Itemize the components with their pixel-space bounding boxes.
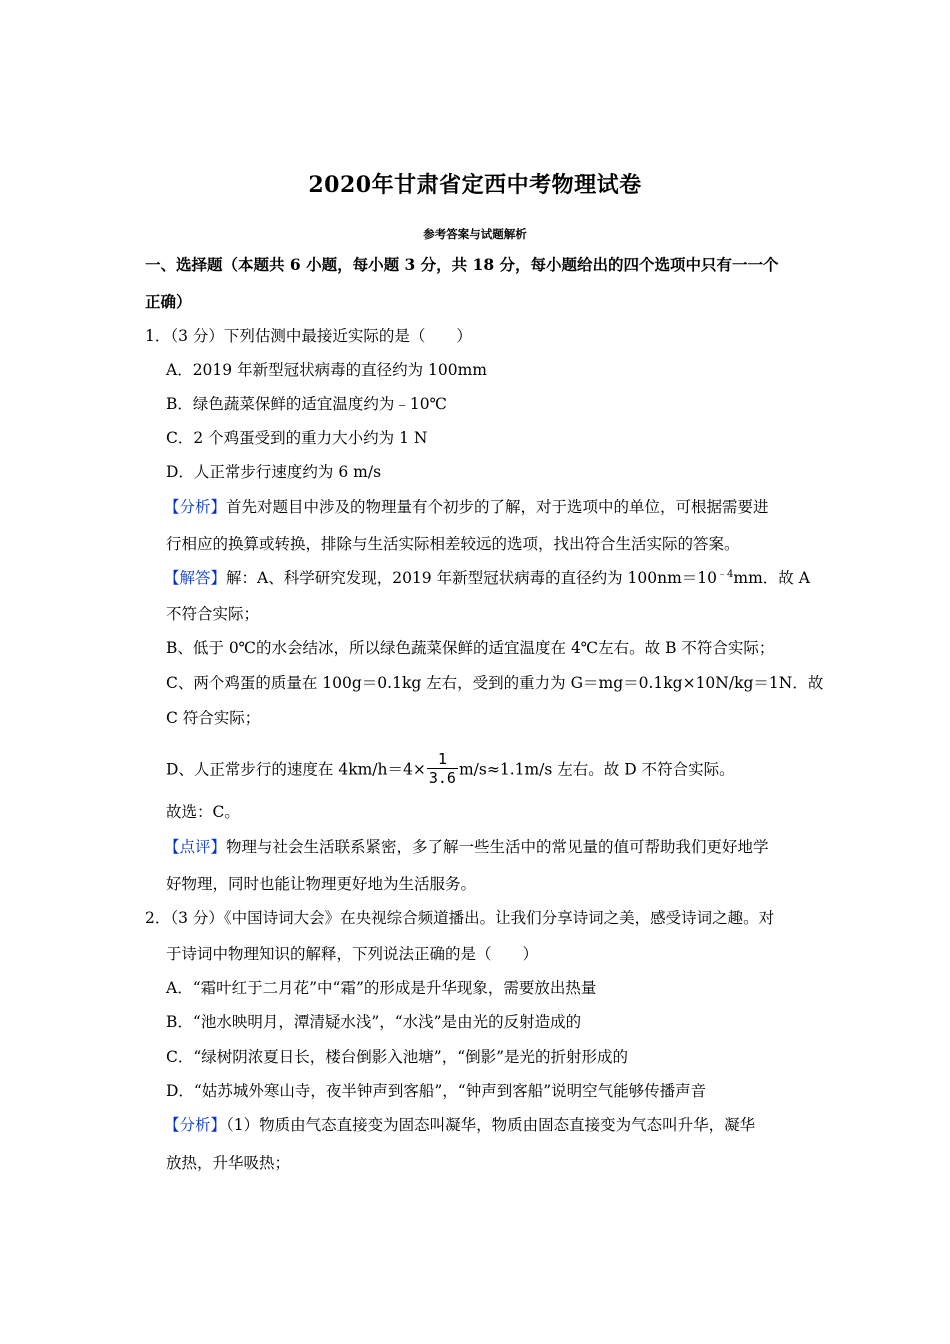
q1-option-c: C．2 个鸡蛋受到的重力大小约为 1 N xyxy=(166,429,428,447)
q2-analysis-text: （1）物质由气态直接变为固态叫凝华，物质由固态直接变为气态叫升华，凝华 xyxy=(226,1116,756,1134)
q1-answer-l6 xyxy=(166,752,735,789)
q2-analysis-tag: 【分析】 xyxy=(164,1116,227,1134)
q1-choice: 故选：C。 xyxy=(166,803,240,821)
q1-option-b: B．绿色蔬菜保鲜的适宜温度约为﹣10℃ xyxy=(166,395,447,413)
q2-analysis-cont: 放热，升华吸热； xyxy=(166,1154,291,1172)
q1-answer-l6-a: D、人正常步行的速度在 4km/h＝4× xyxy=(166,760,426,779)
q1-answer-l6-b: m/s≈1.1m/s 左右。故 D 不符合实际。 xyxy=(458,760,735,779)
fraction xyxy=(427,750,458,787)
q1-option-d: D．人正常步行速度约为 6 m/s xyxy=(166,463,382,481)
q2-option-b: B．“池水映明月，潭清疑水浅”，“水浅”是由光的反射造成的 xyxy=(166,1013,582,1031)
q1-answer-l5: C 符合实际； xyxy=(166,709,261,727)
q2-stem-cont: 于诗词中物理知识的解释，下列说法正确的是（ ） xyxy=(166,945,539,963)
q1-review-text: 物理与社会生活联系紧密，多了解一些生活中的常见量的值可帮助我们更好地学 xyxy=(226,838,769,856)
q1-option-a: A．2019 年新型冠状病毒的直径约为 100mm xyxy=(166,361,487,379)
q1-analysis xyxy=(164,497,769,517)
q1-stem: 1．（3 分）下列估测中最接近实际的是（ ） xyxy=(145,327,472,345)
q2-option-d: D．“姑苏城外寒山寺，夜半钟声到客船”，“钟声到客船”说明空气能够传播声音 xyxy=(166,1082,707,1100)
page-title: 2020年甘肃省定西中考物理试卷 xyxy=(308,172,642,198)
q1-review-cont: 好物理，同时也能让物理更好地为生活服务。 xyxy=(166,875,477,893)
q2-option-c: C．“绿树阴浓夏日长，楼台倒影入池塘”，“倒影”是光的折射形成的 xyxy=(166,1048,629,1066)
q1-answer-text-a: 解：A、科学研究发现，2019 年新型冠状病毒的直径约为 100nm＝10 xyxy=(226,569,717,587)
q1-answer xyxy=(164,568,810,588)
q2-analysis xyxy=(164,1115,755,1135)
q1-answer-text-b: mm．故 A xyxy=(733,569,810,587)
q1-answer-l3: B、低于 0℃的水会结冰，所以绿色蔬菜保鲜的适宜温度在 4℃左右。故 B 不符合实际； xyxy=(166,639,775,657)
page-subtitle: 参考答案与试题解析 xyxy=(423,227,527,241)
q2-option-a: A．“霜叶红于二月花”中“霜”的形成是升华现象，需要放出热量 xyxy=(166,979,597,997)
q1-answer-tag: 【解答】 xyxy=(164,569,227,587)
fraction-denominator: 3.6 xyxy=(428,769,456,787)
section-heading: 一、选择题（本题共 6 小题，每小题 3 分，共 18 分，每小题给出的四个选项中只有一一个 xyxy=(145,255,779,274)
q1-analysis-tag: 【分析】 xyxy=(164,498,227,516)
section-heading-cont: 正确） xyxy=(145,292,192,311)
q1-analysis-cont: 行相应的换算或转换，排除与生活实际相差较远的选项，找出符合生活实际的答案。 xyxy=(166,535,740,553)
q1-review-tag: 【点评】 xyxy=(164,838,227,856)
q2-stem: 2．（3 分）《中国诗词大会》在央视综合频道播出。让我们分享诗词之美，感受诗词之趣。对 xyxy=(145,909,775,927)
q1-answer-l4: C、两个鸡蛋的质量在 100g＝0.1kg 左右，受到的重力为 G＝mg＝0.1kg×10N/kg＝1N．故 xyxy=(166,674,824,692)
q1-analysis-text: 首先对题目中涉及的物理量有个初步的了解，对于选项中的单位，可根据需要进 xyxy=(226,498,769,516)
q1-answer-exponent: ﹣4 xyxy=(717,568,734,580)
fraction-numerator: 1 xyxy=(427,750,458,769)
q1-answer-l2: 不符合实际； xyxy=(166,605,260,623)
q1-review xyxy=(164,837,769,857)
